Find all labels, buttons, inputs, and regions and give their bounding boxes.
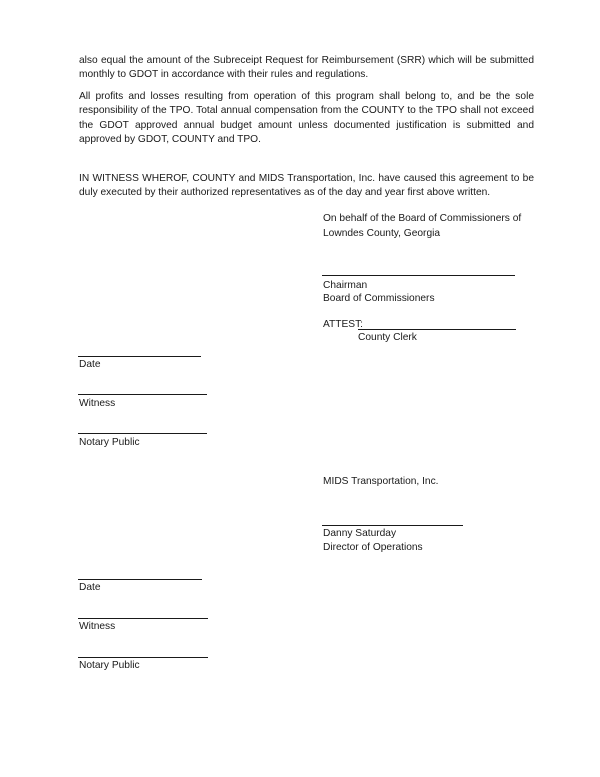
behalf-line-2: Lowndes County, Georgia xyxy=(323,228,441,239)
mids-org-name: MIDS Transportation, Inc. xyxy=(323,476,439,487)
county-notary-line[interactable] xyxy=(78,433,207,434)
county-notary-label: Notary Public xyxy=(79,437,140,448)
county-witness-label: Witness xyxy=(79,398,116,409)
chairman-org: Board of Commissioners xyxy=(323,293,435,304)
mids-notary-label: Notary Public xyxy=(79,660,140,671)
mids-date-label: Date xyxy=(79,582,101,593)
mids-notary-line[interactable] xyxy=(78,657,208,658)
mids-witness-line[interactable] xyxy=(78,618,208,619)
county-witness-line[interactable] xyxy=(78,394,207,395)
attest-signature-line[interactable] xyxy=(358,329,516,330)
chairman-title: Chairman xyxy=(323,280,368,291)
mids-signer-name: Danny Saturday xyxy=(323,528,397,539)
county-date-line[interactable] xyxy=(78,356,201,357)
chairman-signature-line[interactable] xyxy=(322,275,515,276)
attest-label: ATTEST: xyxy=(323,319,363,330)
mids-date-line[interactable] xyxy=(78,579,202,580)
behalf-line-1: On behalf of the Board of Commissioners of xyxy=(323,213,522,224)
county-date-label: Date xyxy=(79,359,101,370)
county-clerk-label: County Clerk xyxy=(358,332,417,343)
paragraph-srr: also equal the amount of the Subreceipt Request for Reimbursement (SRR) which will be submitted monthly to GDOT in accordance with their rules and regulations. xyxy=(79,55,534,81)
paragraph-witness-clause: IN WITNESS WHEROF, COUNTY and MIDS Transportation, Inc. have caused this agreement to be duly executed by their authorized representatives as of the day and year first above written. xyxy=(79,173,534,199)
paragraph-profits-losses: All profits and losses resulting from operation of this program shall belong to, and be the sole responsibility of the TPO. Total annual compensation from the COUNTY to the TPO shall not exceed the GDOT approved annual budget amount unless documented justification is submitted and approved by GDOT, COUNTY and TPO. xyxy=(79,91,534,146)
mids-signer-title: Director of Operations xyxy=(323,542,423,553)
mids-witness-label: Witness xyxy=(79,621,116,632)
mids-signature-line[interactable] xyxy=(322,525,463,526)
